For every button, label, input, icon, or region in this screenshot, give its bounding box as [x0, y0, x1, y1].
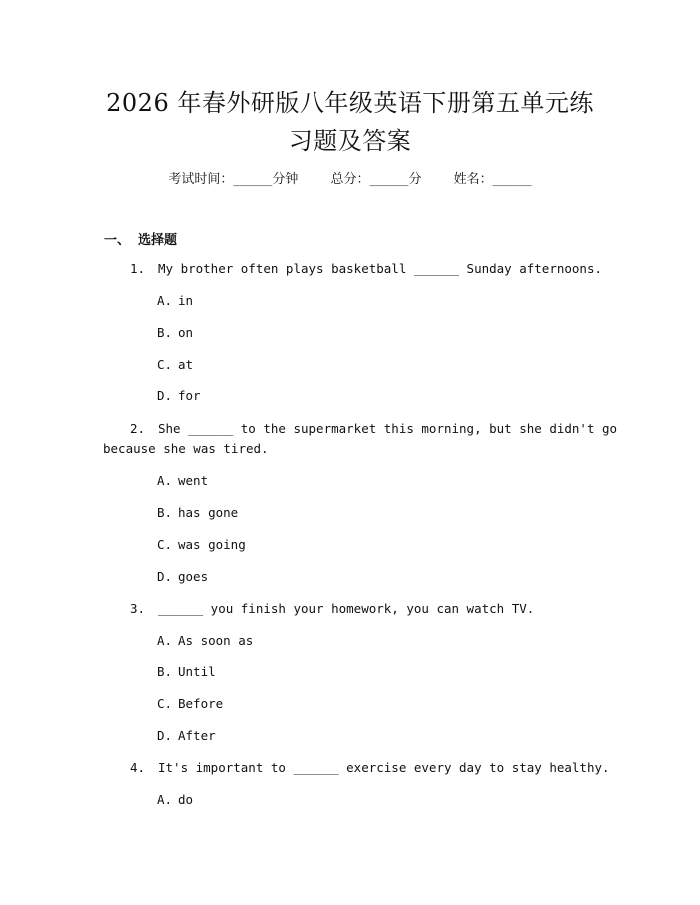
exam-time-field: 考试时间：______分钟 [168, 172, 299, 187]
option-text: goes [178, 569, 209, 584]
option-letter: A. [157, 633, 173, 648]
option-text: went [178, 473, 209, 488]
option-text: has gone [178, 505, 239, 520]
option-letter: A. [157, 473, 173, 488]
option-letter: C. [157, 696, 173, 711]
title-line-2: 习题及答案 [288, 127, 412, 155]
option-text: As soon as [178, 633, 254, 648]
exam-info [0, 168, 700, 187]
page-title [60, 84, 640, 160]
option-1c [157, 355, 193, 375]
option-letter: D. [157, 728, 173, 743]
question-number: 4. [130, 760, 146, 775]
question-text: ______ you finish your homework, you can watch TV. [158, 601, 535, 616]
section-heading [104, 229, 177, 248]
option-text: on [178, 325, 194, 340]
section-number: 一、 [104, 233, 131, 248]
question-text-continued: because she was tired. [103, 441, 269, 456]
option-letter: B. [157, 505, 173, 520]
option-1a [157, 291, 193, 311]
total-score-field: 总分：______分 [330, 172, 422, 187]
question-number: 2. [130, 421, 146, 436]
option-letter: A. [157, 293, 173, 308]
student-name-field: 姓名：______ [453, 172, 532, 187]
option-text: for [178, 388, 201, 403]
section-title: 选择题 [138, 233, 178, 248]
option-2b [157, 503, 238, 523]
question-number: 1. [130, 261, 146, 276]
question-text: It's important to ______ exercise every day to stay healthy. [158, 760, 610, 775]
option-letter: A. [157, 792, 173, 807]
option-letter: D. [157, 569, 173, 584]
option-3d [157, 726, 216, 746]
option-1d [157, 386, 201, 406]
option-letter: B. [157, 664, 173, 679]
question-text: She ______ to the supermarket this morning, but she didn't go [158, 421, 618, 436]
option-text: Until [178, 664, 216, 679]
option-1b [157, 323, 193, 343]
option-letter: C. [157, 537, 173, 552]
title-line-1: 2026 年春外研版八年级英语下册第五单元练 [106, 89, 594, 117]
option-text: After [178, 728, 216, 743]
option-letter: D. [157, 388, 173, 403]
option-3c [157, 694, 223, 714]
option-text: in [178, 293, 194, 308]
option-2c [157, 535, 246, 555]
option-text: at [178, 357, 194, 372]
option-text: do [178, 792, 194, 807]
option-letter: B. [157, 325, 173, 340]
option-text: was going [178, 537, 246, 552]
option-letter: C. [157, 357, 173, 372]
question-text: My brother often plays basketball ______ Sunday afternoons. [158, 261, 603, 276]
option-3a [157, 631, 253, 651]
option-2a [157, 471, 208, 491]
option-3b [157, 662, 216, 682]
question-number: 3. [130, 601, 146, 616]
option-text: Before [178, 696, 224, 711]
option-4a [157, 790, 193, 810]
option-2d [157, 567, 208, 587]
